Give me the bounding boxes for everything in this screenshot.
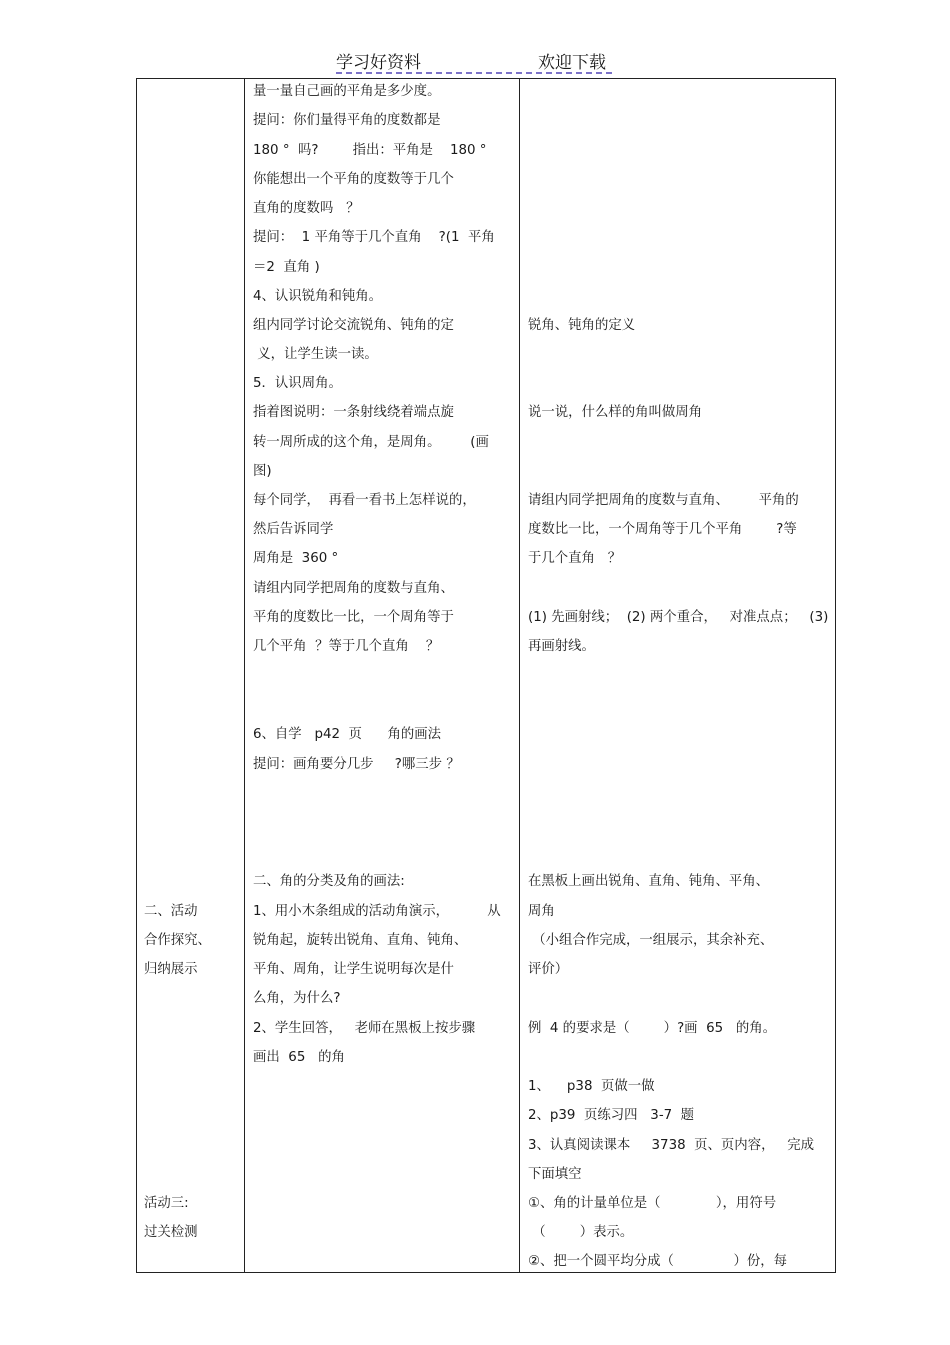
text-line: 评价）	[528, 962, 569, 977]
text-line: 提问：你们量得平角的度数都是	[253, 113, 441, 128]
lesson-plan-table	[136, 78, 836, 1273]
text-line: 4、认识锐角和钝角。	[253, 289, 383, 304]
text-line: 周角	[528, 904, 555, 919]
text-line: 度数比一比，一个周角等于几个平角 ?等	[528, 522, 797, 537]
text-line: 请组内同学把周角的度数与直角、 平角的	[528, 493, 799, 508]
activity-stage-column	[137, 79, 245, 1273]
header-right-text: 欢迎下载	[538, 53, 606, 73]
text-line: （小组合作完成，一组展示，其余补充、	[528, 933, 774, 948]
student-activity-column	[520, 79, 836, 1273]
text-line: 下面填空	[528, 1167, 582, 1182]
text-line: （ ）表示。	[528, 1225, 634, 1240]
text-line: 画出 65 的角	[253, 1050, 345, 1065]
text-line: 周角是 360 °	[253, 551, 339, 566]
text-line: 二、角的分类及角的画法:	[253, 874, 405, 889]
text-line: 再画射线。	[528, 639, 595, 654]
text-line: 1、 p38 页做一做	[528, 1079, 655, 1094]
text-line: 锐角起，旋转出锐角、直角、钝角、	[253, 933, 468, 948]
text-line: 锐角、钝角的定义	[528, 318, 636, 333]
text-line: 几个平角 ？等于几个直角 ？	[253, 639, 440, 654]
text-line: 每个同学， 再看一看书上怎样说的，	[253, 493, 476, 508]
text-line: 提问： 1 平角等于几个直角 ?(1 平角	[253, 230, 495, 245]
header-left-text: 学习好资料	[336, 53, 421, 73]
text-line: 平角的度数比一比，一个周角等于	[253, 610, 454, 625]
stage-label: 过关检测	[144, 1225, 198, 1240]
text-line: 提问：画角要分几步 ?哪三步 ？	[253, 757, 460, 772]
text-line: 么角，为什么?	[253, 991, 341, 1006]
text-line: 义，让学生读一读。	[253, 347, 378, 362]
text-line: 于几个直角 ？	[528, 551, 622, 566]
header-dashed-underline	[336, 72, 612, 74]
stage-label: 合作探究、	[144, 933, 211, 948]
teacher-activity-column	[245, 79, 520, 1273]
text-line: 指着图说明：一条射线绕着端点旋	[253, 405, 454, 420]
text-line: 180 ° 吗? 指出：平角是 180 °	[253, 143, 487, 158]
text-line: 说一说，什么样的角叫做周角	[528, 405, 703, 420]
text-line: (1) 先画射线； (2) 两个重合， 对准点点； (3)	[528, 610, 829, 625]
text-line: 3、认真阅读课本 3738 页、页内容， 完成	[528, 1138, 815, 1153]
text-line: 图)	[253, 464, 272, 479]
text-line: 量一量自己画的平角是多少度。	[253, 84, 441, 99]
stage-label: 活动三:	[144, 1196, 189, 1211]
text-line: 转一周所成的这个角，是周角。 (画	[253, 435, 489, 450]
text-line: 在黑板上画出锐角、直角、钝角、平角、	[528, 874, 770, 889]
text-line: 直角的度数吗 ？	[253, 201, 360, 216]
text-line: 5．认识周角。	[253, 376, 342, 391]
text-line: ②、把一个圆平均分成（ ）份，每	[528, 1254, 788, 1269]
text-line: 请组内同学把周角的度数与直角、	[253, 581, 454, 596]
text-line: 例 4 的要求是（ ）?画 65 的角。	[528, 1021, 777, 1036]
text-line: 然后告诉同学	[253, 522, 334, 537]
text-line: 6、自学 p42 页 角的画法	[253, 727, 442, 742]
page-header	[0, 48, 950, 76]
text-line: 平角、周角，让学生说明每次是什	[253, 962, 454, 977]
stage-label: 归纳展示	[144, 962, 198, 977]
text-line: 2、学生回答， 老师在黑板上按步骤	[253, 1021, 476, 1036]
text-line: 1、用小木条组成的活动角演示， 从	[253, 904, 501, 919]
text-line: ＝2 直角 )	[253, 260, 320, 275]
stage-label: 二、活动	[144, 904, 198, 919]
text-line: 你能想出一个平角的度数等于几个	[253, 172, 454, 187]
text-line: 组内同学讨论交流锐角、钝角的定	[253, 318, 454, 333]
text-line: 2、p39 页练习四 3-7 题	[528, 1108, 695, 1123]
text-line: ①、角的计量单位是（ ），用符号	[528, 1196, 777, 1211]
